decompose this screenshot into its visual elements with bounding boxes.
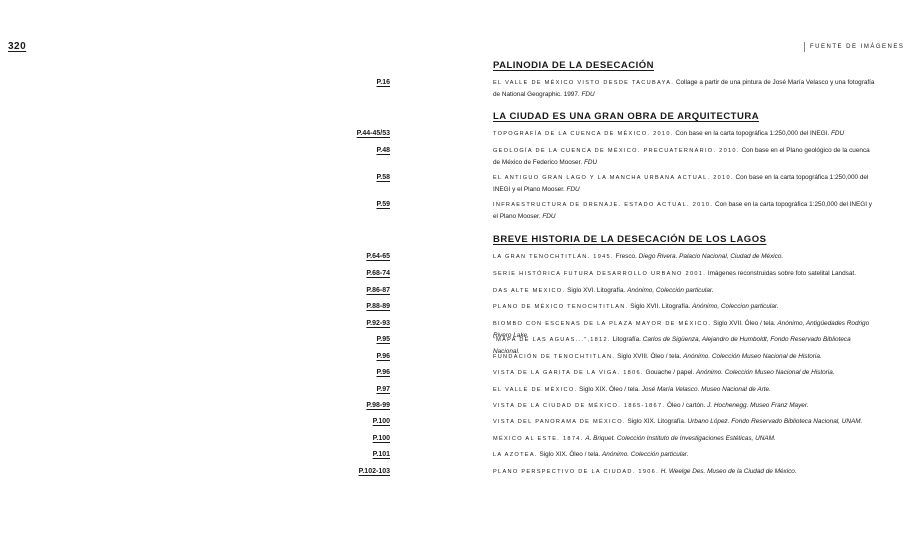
- entry-credit: Anónimo, Coleccion particular.: [692, 303, 779, 310]
- entry-title: LA GRAN TENOCHTITLÁN. 1945.: [493, 254, 614, 260]
- entry-description: Con base en la carta topográfica 1:250,000 del INEGI y el Plano Mooser.: [493, 201, 873, 220]
- entry-description: Siglo XIX. Óleo / tela.: [579, 386, 640, 393]
- entry-description: Siglo XIX. Óleo / tela.: [539, 451, 601, 458]
- entry-credit: Diego Rivera. Palacio Nacional, Ciudad de México.: [638, 253, 784, 260]
- entry-title: EL ANTIGUO GRAN LAGO Y LA MANCHA URBANA ACTUAL. 2010.: [493, 175, 734, 181]
- page-reference: P.96: [376, 353, 390, 360]
- entry-title: VISTA DE LA CIUDAD DE MÉXICO. 1865-1867.: [493, 403, 666, 409]
- entry-credit: Urbano López. Fondo Reservado Biblioteca Nacional, UNAM.: [687, 418, 863, 425]
- entry-description: Con base en la carta topográfica 1:250,000 del INEGI y el Plano Mooser.: [493, 174, 869, 193]
- source-entry: [493, 172, 878, 195]
- entry-title: VISTA DEL PANORAMA DE MÉXICO.: [493, 419, 626, 425]
- page-reference: P.101: [372, 451, 390, 458]
- section-title: PALINODIA DE LA DESECACIÓN: [493, 60, 654, 71]
- entry-title: BIOMBO CON ESCENAS DE LA PLAZA MAYOR DE MÉXICO.: [493, 321, 712, 327]
- source-entry: [493, 449, 878, 461]
- entry-credit: Anónimo. Colección particular.: [602, 451, 689, 458]
- entry-description: Imágenes reconstruidas sobre foto satelital Landsat.: [707, 270, 856, 277]
- entry-description: Óleo / cartón.: [667, 402, 706, 409]
- source-entry: [493, 199, 878, 222]
- entry-description: Siglo XVII. Óleo / tela.: [713, 320, 776, 327]
- entry-title: VISTA DE LA GARITA DE LA VIGA. 1806.: [493, 370, 644, 376]
- entry-title: GEOLOGÍA DE LA CUENCA DE MÉXICO. PRECUATERNARIO. 2010.: [493, 148, 740, 154]
- page-reference: P.68-74: [366, 270, 390, 277]
- page-reference: P.86-87: [366, 287, 390, 294]
- entry-credit: FDU: [583, 159, 598, 166]
- page-reference: P.48: [376, 147, 390, 154]
- entry-title: EL VALLE DE MÉXICO.: [493, 387, 578, 393]
- source-entry: [493, 384, 878, 396]
- page-reference: P.95: [376, 336, 390, 343]
- entry-title: LA AZOTEA.: [493, 452, 538, 458]
- entry-description: Collage a partir de una pintura de José María Velasco y una fotografía de National Geographic. 1997.: [493, 79, 875, 98]
- entry-title: FUNDACIÓN DE TENOCHTITLAN.: [493, 354, 616, 360]
- source-entry: [493, 251, 878, 263]
- section-header: FUENTE DE IMÁGENES: [804, 42, 904, 52]
- source-entry: [493, 400, 878, 412]
- entry-title: PLANO PERSPECTIVO DE LA CIUDAD. 1906.: [493, 469, 659, 475]
- source-entry: [493, 416, 878, 428]
- page-reference: P.44-45/53: [356, 130, 390, 137]
- entry-description: Con base en el Plano geológico de la cuenca de México de Federico Mooser.: [493, 147, 870, 166]
- source-entry: [493, 128, 878, 140]
- section-title: BREVE HISTORIA DE LA DESECACIÓN DE LOS LAGOS: [493, 234, 767, 245]
- entry-description: Con base en la carta topográfica 1:250,000 del INEGI.: [675, 130, 830, 137]
- page-reference: P.58: [376, 174, 390, 181]
- entry-credit: FDU: [581, 91, 595, 98]
- page-reference: P.96: [376, 369, 390, 376]
- entry-credit: H. Weelge Des. Museo de la Ciudad de México.: [660, 468, 797, 475]
- entry-title: TOPOGRAFÍA DE LA CUENCA DE MÉXICO. 2010.: [493, 131, 674, 137]
- entry-credit: Anónimo, Colección particular.: [627, 287, 714, 294]
- entry-title: EL VALLE DE MÉXICO VISTO DESDE TACUBAYA.: [493, 80, 675, 86]
- entry-description: Siglo XVIII. Óleo / tela.: [617, 353, 682, 360]
- entry-description: Siglo XVII. Litografía.: [630, 303, 691, 310]
- entry-credit: Anónimo. Colección Museo Nacional de Historia.: [696, 369, 835, 376]
- page-number: 320: [8, 41, 27, 52]
- entry-title: SERIE HISTÓRICA FUTURA DESARROLLO URBANO 2001.: [493, 271, 707, 277]
- page-reference: P.102-103: [358, 468, 390, 475]
- source-entry: [493, 268, 878, 280]
- source-entry: [493, 285, 878, 297]
- entry-credit: FDU: [542, 213, 556, 220]
- entry-title: MÉXICO AL ESTE. 1874.: [493, 436, 584, 442]
- entry-title: “MAPA DE LAS AGUAS...”,1812.: [493, 337, 611, 343]
- entry-description: Fresco.: [615, 253, 637, 260]
- page-reference: P.88-89: [366, 303, 390, 310]
- entry-title: INFRAESTRUCTURA DE DRENAJE. ESTADO ACTUAL. 2010.: [493, 202, 714, 208]
- page-reference: P.100: [372, 418, 390, 425]
- page-reference: P.59: [376, 201, 390, 208]
- entry-credit: José María Velasco. Museo Nacional de Arte.: [641, 386, 771, 393]
- source-entry: [493, 145, 878, 168]
- entry-title: PLANO DE MÉXICO TENOCHTITLAN.: [493, 304, 629, 310]
- page-reference: P.92-93: [366, 320, 390, 327]
- entry-credit: Anónimo. Colección Museo Nacional de Historia.: [683, 353, 822, 360]
- source-entry: [493, 77, 878, 100]
- entry-credit: Carlos de Sigüenza, Alejandro de Humboldt, Fondo Reservado Biblioteca Nacional.: [493, 336, 851, 355]
- source-entry: [493, 433, 878, 445]
- page-reference: P.97: [376, 386, 390, 393]
- page-reference: P.64-65: [366, 253, 390, 260]
- entry-credit: A. Briquet. Colección Instituto de Investigaciones Estéticas, UNAM.: [585, 435, 776, 442]
- source-entry: [493, 301, 878, 313]
- entry-description: Litografía.: [612, 336, 641, 343]
- entry-description: Siglo XVI. Litografía.: [567, 287, 626, 294]
- entry-title: DAS ALTE MEXICO.: [493, 288, 566, 294]
- page-reference: P.16: [376, 79, 390, 86]
- source-entry: [493, 351, 878, 363]
- entry-credit: Anónimo, Antigüedades Rodrigo Rivero Lake.: [493, 320, 870, 339]
- entry-credit: FDU: [566, 186, 580, 193]
- section-title: LA CIUDAD ES UNA GRAN OBRA DE ARQUITECTURA: [493, 111, 760, 122]
- page-reference: P.100: [372, 435, 390, 442]
- entry-description: Siglo XIX. Litografía.: [627, 418, 686, 425]
- entry-credit: FDU: [830, 130, 845, 137]
- source-entry: [493, 367, 878, 379]
- page-reference: P.98-99: [366, 402, 390, 409]
- entry-credit: J. Hochenegg. Museo Franz Mayer.: [707, 402, 809, 409]
- entry-description: Gouache / papel.: [645, 369, 695, 376]
- source-entry: [493, 466, 878, 478]
